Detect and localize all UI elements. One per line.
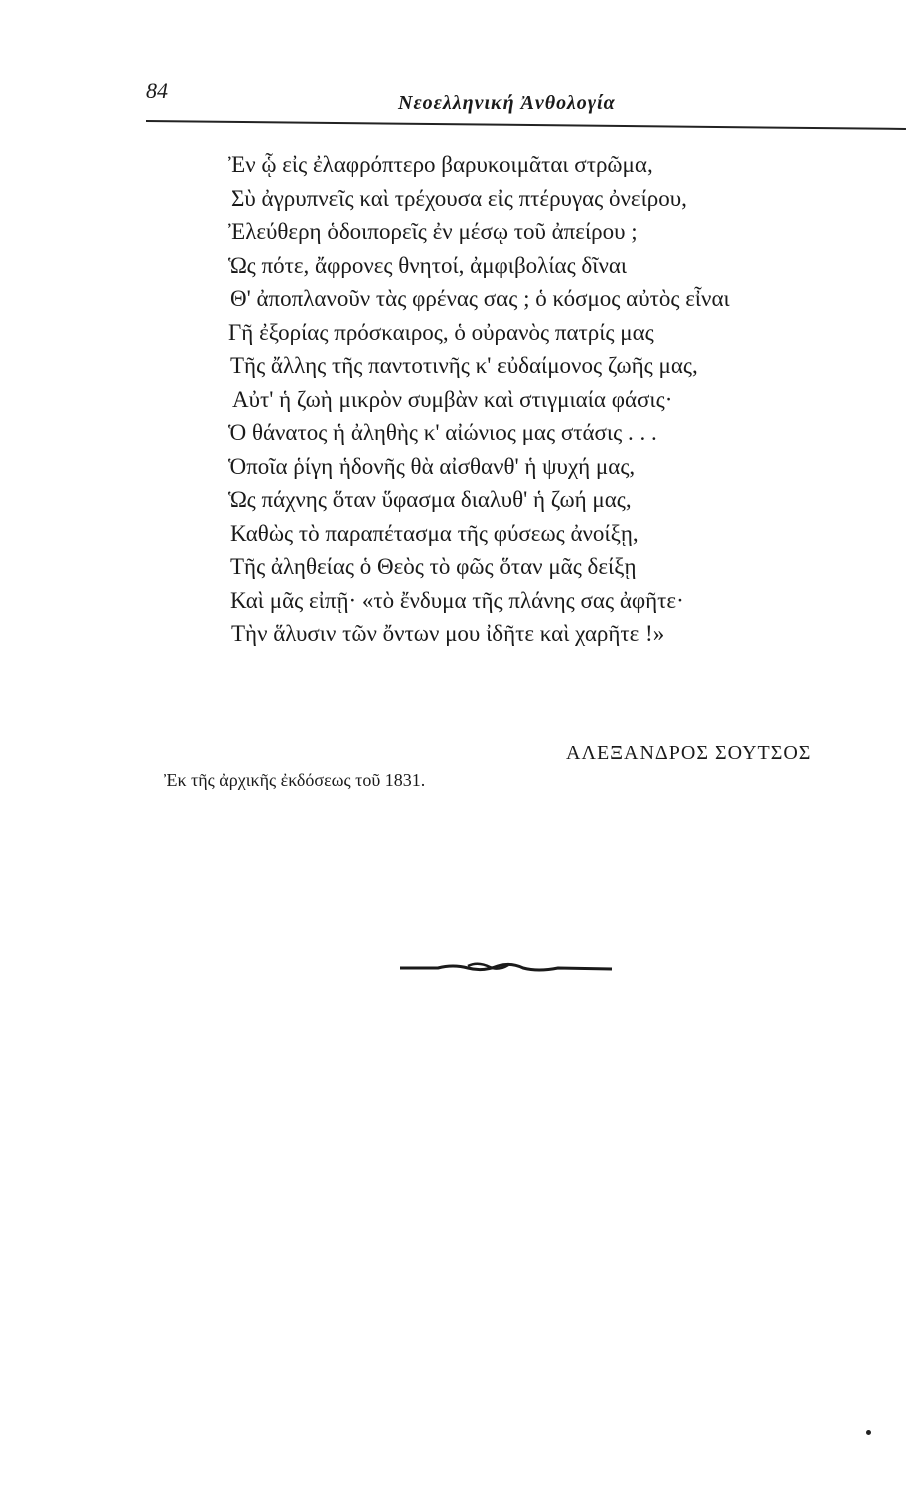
poem-line: Θ' ἀποπλανοῦν τὰς φρένας σας ; ὁ κόσμος αὐτὸς εἶναι [230, 286, 730, 311]
page-number: 84 [146, 78, 168, 103]
poem-line: Σὺ ἀγρυπνεῖς καὶ τρέχουσα εἰς πτέρυγας ὀνείρου, [231, 185, 687, 211]
poem-line: Καὶ μᾶς εἰπῇ· «τὸ ἔνδυμα τῆς πλάνης σας ἀφῆτε· [230, 587, 684, 613]
poem-line: Τὴν ἅλυσιν τῶν ὄντων μου ἰδῆτε καὶ χαρῆτε !» [231, 621, 665, 646]
page-speck [866, 1430, 871, 1435]
poem-line: Αὐτ' ἡ ζωὴ μικρὸν συμβὰν καὶ στιγμιαία φάσις· [232, 386, 673, 412]
ornament-divider [398, 958, 614, 978]
poem [228, 148, 730, 651]
poem-line: Ὁποῖα ῥίγη ἡδονῆς θὰ αἰσθανθ' ἡ ψυχή μας, [228, 453, 636, 479]
source-note: Ἐκ τῆς ἀρχικῆς ἐκδόσεως τοῦ 1831. [164, 770, 426, 790]
poem-line: Ὁ θάνατος ἡ ἀληθὴς κ' αἰώνιος μας στάσις . . . [228, 420, 657, 445]
poem-line: Τῆς ἀληθείας ὁ Θεὸς τὸ φῶς ὅταν μᾶς δείξῃ [230, 554, 637, 579]
poem-line: Καθὼς τὸ παραπέτασμα τῆς φύσεως ἀνοίξῃ, [230, 520, 639, 546]
poem-line: Ἐλεύθερη ὁδοιπορεῖς ἐν μέσῳ τοῦ ἀπείρου ; [228, 219, 638, 244]
running-header-title: Νεοελληνική Ἀνθολογία [398, 92, 616, 114]
header-rule [146, 120, 906, 130]
poem-line: Ὡς πάχνης ὅταν ὕφασμα διαλυθ' ἡ ζωή μας, [228, 487, 632, 512]
poem-line: Ἐν ᾧ εἰς ἐλαφρόπτερο βαρυκοιμᾶται στρῶμα, [228, 152, 653, 177]
author-signature: ΑΛΕΞΑΝΔΡΟΣ ΣΟΥΤΣΟΣ [566, 742, 812, 764]
poem-line: Τῆς ἄλλης τῆς παντοτινῆς κ' εὐδαίμονος ζωῆς μας, [230, 353, 698, 378]
poem-line: Ὡς πότε, ἄφρονες θνητοί, ἀμφιβολίας δῖναι [228, 252, 628, 278]
poem-line: Γῆ ἐξορίας πρόσκαιρος, ὁ οὐρανὸς πατρίς μας [228, 319, 654, 345]
